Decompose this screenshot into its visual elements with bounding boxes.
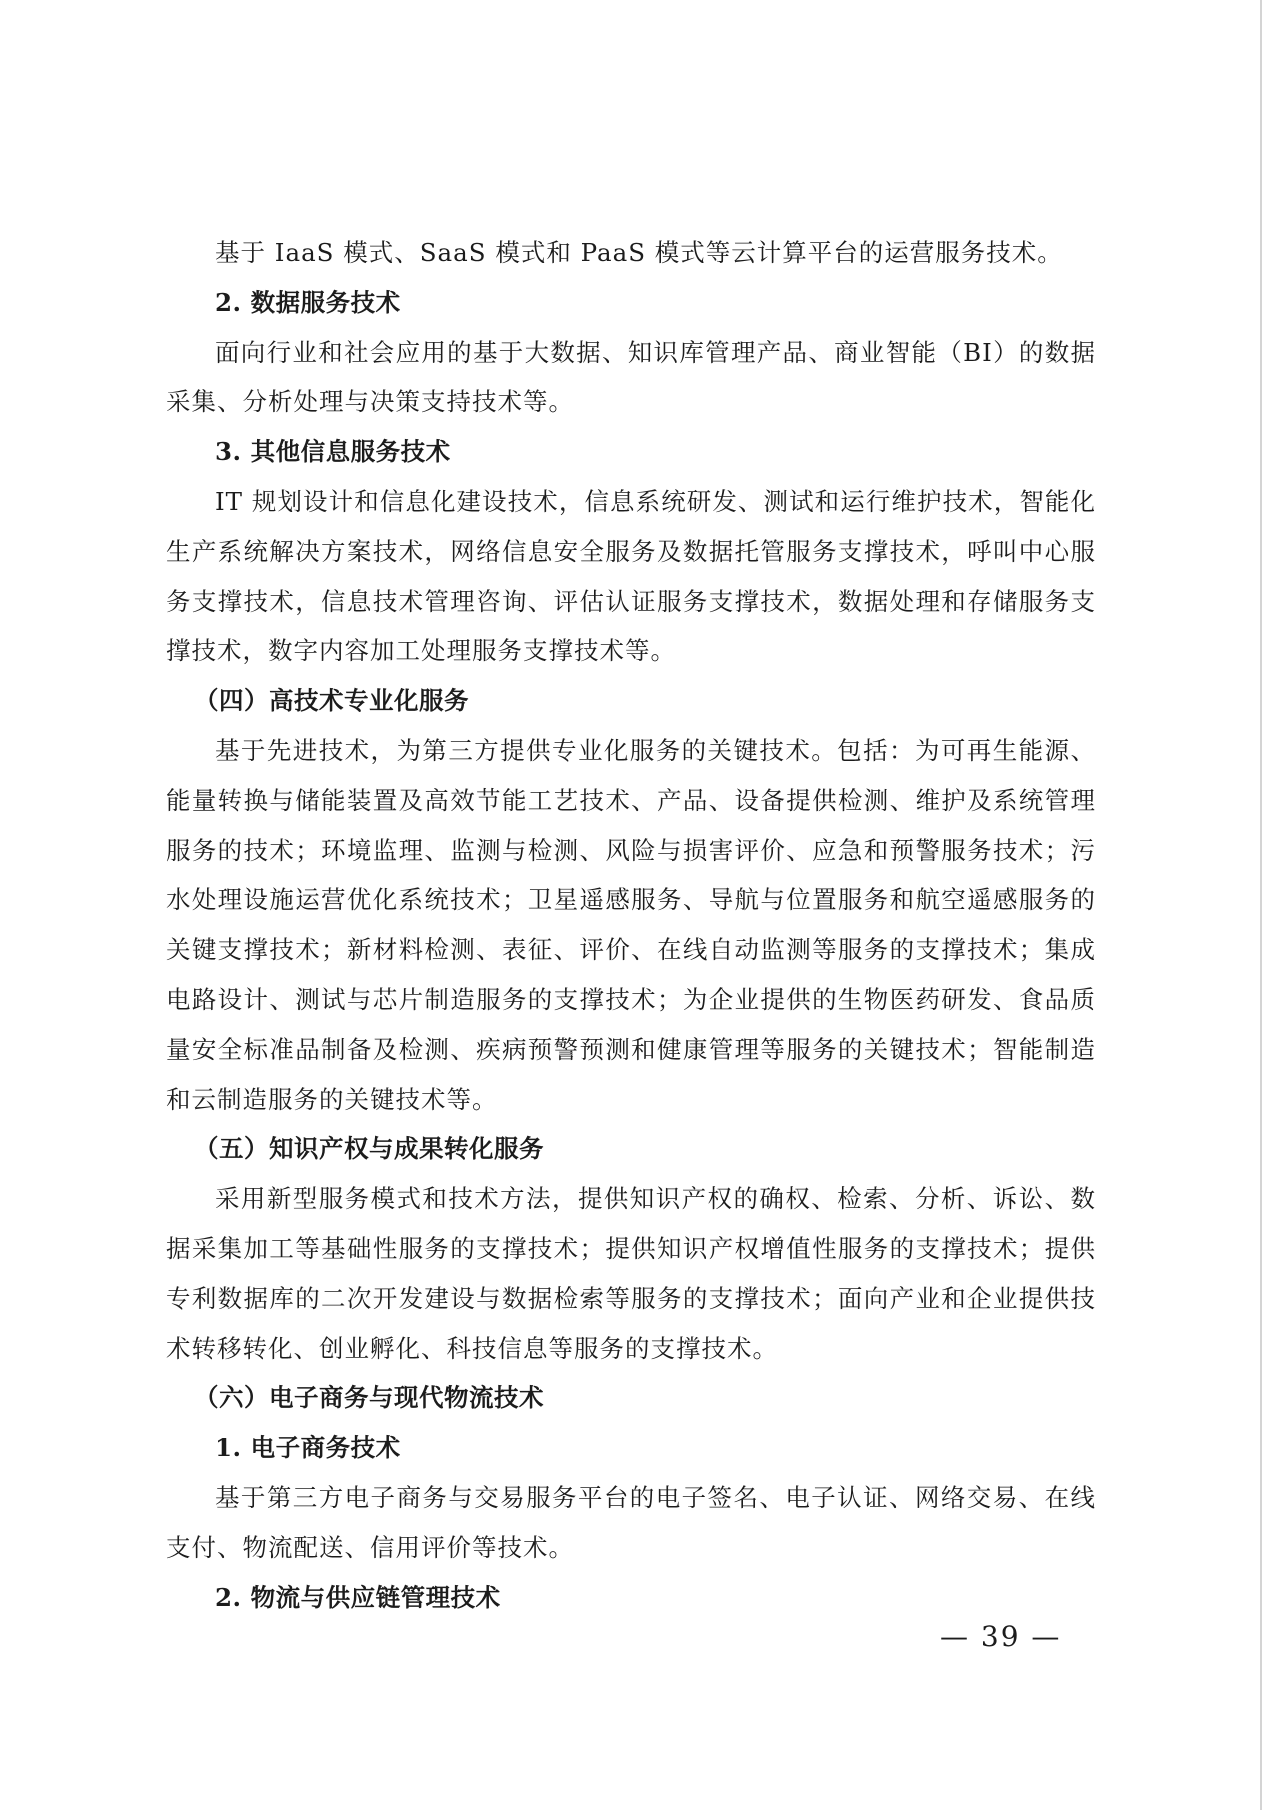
section-heading-4: （四）高技术专业化服务 <box>194 686 469 716</box>
page-edge <box>1260 0 1262 1810</box>
section-heading-6: （六）电子商务与现代物流技术 <box>194 1383 544 1413</box>
heading-ecommerce: 1. 电子商务技术 <box>215 1433 401 1463</box>
paragraph-cloud-platform: 基于 IaaS 模式、SaaS 模式和 PaaS 模式等云计算平台的运营服务技术。 <box>215 238 1063 267</box>
document-body <box>166 228 1096 1622</box>
paragraph-other-info-service: IT 规划设计和信息化建设技术，信息系统研发、测试和运行维护技术，智能化生产系统解决方案技术，网络信息安全服务及数据托管服务支撑技术，呼叫中心服务支撑技术，信息技术管理咨询、评估认证服务支撑技术，数据处理和存储服务支撑技术，数字内容加工处理服务支撑技术等。 <box>166 486 1096 666</box>
paragraph-data-service: 面向行业和社会应用的基于大数据、知识库管理产品、商业智能（BI）的数据采集、分析处理与决策支持技术等。 <box>166 337 1096 417</box>
heading-logistics: 2. 物流与供应链管理技术 <box>215 1582 501 1612</box>
paragraph-ip-service: 采用新型服务模式和技术方法，提供知识产权的确权、检索、分析、诉讼、数据采集加工等基础性服务的支撑技术；提供知识产权增值性服务的支撑技术；提供专利数据库的二次开发建设与数据检索等服务的支撑技术；面向产业和企业提供技术转移转化、创业孵化、科技信息等服务的支撑技术。 <box>166 1184 1096 1363</box>
page-number: — 39 — <box>940 1620 1062 1653</box>
paragraph-specialized-service: 基于先进技术，为第三方提供专业化服务的关键技术。包括：为可再生能源、能量转换与储能装置及高效节能工艺技术、产品、设备提供检测、维护及系统管理服务的技术；环境监理、监测与检测、风险与损害评价、应急和预警服务技术；污水处理设施运营优化系统技术；卫星遥感服务、导航与位置服务和航空遥感服务的关键支撑技术；新材料检测、表征、评价、在线自动监测等服务的支撑技术；集成电路设计、测试与芯片制造服务的支撑技术；为企业提供的生物医药研发、食品质量安全标准品制备及检测、疾病预警预测和健康管理等服务的关键技术；智能制造和云制造服务的关键技术等。 <box>166 735 1096 1114</box>
heading-data-service: 2. 数据服务技术 <box>215 287 401 317</box>
heading-other-info-service: 3. 其他信息服务技术 <box>215 437 451 467</box>
section-heading-5: （五）知识产权与成果转化服务 <box>194 1134 544 1164</box>
paragraph-ecommerce: 基于第三方电子商务与交易服务平台的电子签名、电子认证、网络交易、在线支付、物流配送、信用评价等技术。 <box>166 1482 1096 1562</box>
